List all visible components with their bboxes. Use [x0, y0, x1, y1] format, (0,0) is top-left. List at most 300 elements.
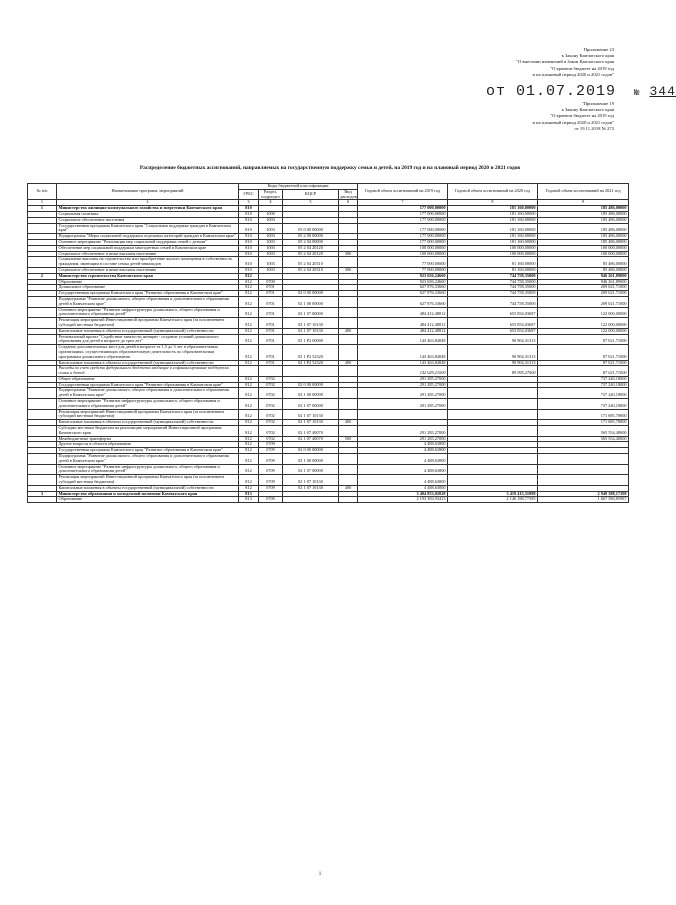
table-cell-k: 05 2 04 20120	[283, 245, 339, 251]
table-cell-b: 89 995,27000	[448, 366, 538, 377]
header-bottom	[533, 101, 614, 132]
table-cell-r: 0700	[259, 497, 283, 503]
table-cell-b	[448, 454, 538, 465]
table-row	[28, 454, 629, 465]
table-cell-v	[339, 426, 358, 437]
table-cell-a: 177 000,00000	[358, 234, 448, 240]
stamp-date: 01.07.2019	[516, 83, 617, 100]
table-cell-a: 4 488,63800	[358, 442, 448, 448]
table-cell-b	[448, 388, 538, 399]
table-cell-b: 653 854,03687	[448, 318, 538, 329]
table-cell-b: 181 160,00000	[448, 217, 538, 223]
table-cell-r: 0702	[259, 388, 283, 399]
table-cell-name: Социальное обеспечение и иные выплаты населению	[57, 267, 239, 273]
table-cell-g: 812	[239, 382, 259, 388]
table-cell-g: 812	[239, 345, 259, 360]
table-cell-b: 181 160,00000	[448, 234, 538, 240]
table-cell-r: 0701	[259, 328, 283, 334]
col-header-kcsr: КЦСР	[283, 189, 339, 200]
table-row	[28, 345, 629, 360]
table-cell-v	[339, 307, 358, 318]
table-cell-c: 87 021,71000	[538, 345, 629, 360]
table-cell-a: 177 000,00000	[358, 223, 448, 234]
table-cell-r: 0701	[259, 334, 283, 345]
table-cell-r: 0701	[259, 307, 283, 318]
table-cell-c: 87 021,71000	[538, 366, 629, 377]
table-cell-r: 0709	[259, 442, 283, 448]
table-cell-k: 02 1 07 10130	[283, 485, 339, 491]
table-cell-v: 300	[339, 267, 358, 273]
table-cell-v: 400	[339, 328, 358, 334]
table-cell-r: 0709	[259, 464, 283, 475]
table-cell-v	[339, 464, 358, 475]
header-line: "Приложение 19	[581, 101, 614, 106]
table-cell-b	[448, 475, 538, 486]
table-row	[28, 399, 629, 410]
table-cell-r: 1003	[259, 217, 283, 223]
table-cell-n	[28, 454, 57, 465]
table-cell-k: 05 2 04 00000	[283, 239, 339, 245]
table-cell-c: 1 667 580,85987	[538, 497, 629, 503]
table-cell-b: 181 160,00000	[448, 239, 538, 245]
table-cell-v: 400	[339, 420, 358, 426]
table-cell-g: 812	[239, 426, 259, 437]
table-cell-name: Общее образование	[57, 376, 239, 382]
table-cell-k: 02 1 07 40070	[283, 436, 339, 442]
table-cell-n	[28, 464, 57, 475]
table-row	[28, 475, 629, 486]
table-cell-g: 810	[239, 217, 259, 223]
table-cell-a: 177 000,00000	[358, 206, 448, 212]
table-cell-n	[28, 366, 57, 377]
table-cell-c: 122 000,00000	[538, 307, 629, 318]
table-cell-k: 02 1 00 00000	[283, 296, 339, 307]
header-line: "О внесении изменений в Закон Камчатского края	[516, 59, 614, 65]
table-cell-c: 185 486,00000	[538, 211, 629, 217]
table-cell-k: 02 1 07 40070	[283, 426, 339, 437]
table-cell-name: Основное мероприятие "Развитие инфраструктуры дошкольного, общего образования и дополнительного образования детей"	[57, 399, 239, 410]
table-cell-a: 627 876,33660	[358, 285, 448, 291]
table-cell-name: Подпрограмма "Развитие дошкольного, общего образования и дополнительного образования детей в Камчатском крае"	[57, 388, 239, 399]
document-title: Распределение бюджетных ассигнований, направляемых на государственную поддержку семьи и детей, на 2019 год и на плановый период 2020 и 2021 годов	[139, 165, 521, 171]
table-cell-a: 4 488,63800	[358, 475, 448, 486]
col-header-2019: Годовой объем ассигнований на 2019 год	[358, 184, 448, 200]
table-cell-name: Государственная программа Камчатского края "Социальная поддержка граждан в Камчатском крае"	[57, 223, 239, 234]
table-cell-a: 143 463,84848	[358, 360, 448, 366]
table-cell-a: 177 000,00000	[358, 239, 448, 245]
table-cell-n: 3	[28, 491, 57, 497]
table-cell-name: Реализация мероприятий Инвестиционной программы Камчатского края (за исключением субсидий местным бюджетам)	[57, 475, 239, 486]
table-cell-r: 0702	[259, 382, 283, 388]
table-cell-name: Капитальные вложения в объекты государственной (муниципальной) собственности	[57, 328, 239, 334]
table-cell-g: 812	[239, 291, 259, 297]
table-cell-b: 2 146 188,77395	[448, 497, 538, 503]
table-cell-v	[339, 366, 358, 377]
table-cell-b: 181 160,00000	[448, 223, 538, 234]
header-line: "О краевом бюджете на 2019 год	[550, 65, 614, 71]
table-cell-c: 122 000,00000	[538, 318, 629, 329]
header-line: "О краевом бюджете на 2019 год	[550, 113, 614, 119]
table-cell-v: 500	[339, 436, 358, 442]
table-cell-n	[28, 296, 57, 307]
table-cell-b: 100 000,00000	[448, 251, 538, 257]
table-cell-r: 1003	[259, 245, 283, 251]
table-cell-k: 05 2 04 20310	[283, 267, 339, 273]
table-cell-name: Подпрограмма "Меры социальной поддержки отдельных категорий граждан в Камчатском крае"	[57, 234, 239, 240]
table-cell-g: 812	[239, 485, 259, 491]
col-header-name: Наименование программ, мероприятий	[57, 184, 239, 200]
table-cell-g: 810	[239, 251, 259, 257]
col-header-n: № п/п	[28, 184, 57, 200]
table-cell-n	[28, 257, 57, 268]
budget-table	[27, 183, 629, 503]
table-cell-g: 812	[239, 296, 259, 307]
table-cell-a: 291 285,27000	[358, 436, 448, 442]
stamp-prefix: от	[486, 83, 507, 100]
table-cell-k: 02 1 07 10130	[283, 475, 339, 486]
table-cell-name: Капитальные вложения в объекты государственной (муниципальной) собственности	[57, 360, 239, 366]
table-cell-g: 810	[239, 267, 259, 273]
table-cell-g: 812	[239, 399, 259, 410]
table-cell-n: 1	[28, 206, 57, 212]
table-cell-c: 946 261,89000	[538, 279, 629, 285]
table-cell-g: 812	[239, 279, 259, 285]
table-row	[28, 257, 629, 268]
table-cell-b: 653 854,03687	[448, 307, 538, 318]
table-cell-g: 812	[239, 454, 259, 465]
table-cell-v	[339, 345, 358, 360]
table-cell-c: 171 685,78000	[538, 409, 629, 420]
table-cell-a: 484 412,48812	[358, 307, 448, 318]
table-cell-g: 813	[239, 491, 259, 497]
table-cell-v	[339, 296, 358, 307]
table-cell-n	[28, 307, 57, 318]
table-cell-b	[448, 399, 538, 410]
table-cell-a: 291 285,27000	[358, 399, 448, 410]
table-cell-a: 627 876,33660	[358, 296, 448, 307]
table-cell-name: Другие вопросы в области образования	[57, 442, 239, 448]
table-cell-k: 05 0 00 00000	[283, 223, 339, 234]
table-cell-name: Подпрограмма "Развитие дошкольного, общего образования и дополнительного образования детей в Камчатском крае"	[57, 296, 239, 307]
table-cell-k: 02 1 07 10130	[283, 420, 339, 426]
table-cell-name: Министерство строительства Камчатского края	[57, 273, 239, 279]
table-cell-n	[28, 409, 57, 420]
table-cell-r: 0709	[259, 475, 283, 486]
table-cell-name: Социальное обеспечение населения	[57, 217, 239, 223]
stamp-no-label: №	[634, 88, 640, 98]
table-cell-a: 2 193 383,93413	[358, 497, 448, 503]
table-cell-r: 0702	[259, 420, 283, 426]
table-cell-c: 122 000,00000	[538, 328, 629, 334]
table-cell-c: 185 486,00000	[538, 206, 629, 212]
table-cell-k: 02 1 07 00000	[283, 307, 339, 318]
table-cell-name: Государственная программа Камчатского края "Развитие образования в Камчатском крае"	[57, 382, 239, 388]
table-cell-name: Дошкольное образование	[57, 285, 239, 291]
table-cell-g: 812	[239, 318, 259, 329]
table-cell-name: Основное мероприятие "Реализация мер социальной поддержки семей с детьми"	[57, 239, 239, 245]
table-cell-r: 1003	[259, 257, 283, 268]
table-cell-g: 812	[239, 475, 259, 486]
table-cell-a: 177 000,00000	[358, 217, 448, 223]
table-cell-c: 87 021,71000	[538, 360, 629, 366]
table-row	[28, 318, 629, 329]
date-stamp	[486, 83, 676, 100]
table-cell-a: 143 463,84848	[358, 334, 448, 345]
table-cell-k: 02 0 00 00000	[283, 382, 339, 388]
table-cell-a: 4 488,63800	[358, 454, 448, 465]
table-cell-c: 87 021,71000	[538, 334, 629, 345]
table-cell-c: 946 261,89000	[538, 273, 629, 279]
table-cell-c: 737 240,18000	[538, 399, 629, 410]
table-cell-c: 737 240,18000	[538, 382, 629, 388]
table-cell-v	[339, 388, 358, 399]
table-cell-k: 02 1 07 00000	[283, 464, 339, 475]
table-cell-v: 400	[339, 360, 358, 366]
table-cell-c: 85 486,00000	[538, 267, 629, 273]
table-cell-a: 143 463,84848	[358, 345, 448, 360]
table-row	[28, 497, 629, 503]
table-cell-g: 812	[239, 464, 259, 475]
table-cell-r: 0702	[259, 426, 283, 437]
table-cell-r: 1003	[259, 251, 283, 257]
table-cell-a: 484 412,48812	[358, 318, 448, 329]
table-cell-a: 291 285,27000	[358, 426, 448, 437]
table-cell-k: 02 1 07 10130	[283, 328, 339, 334]
header-line: к Закону Камчатского края	[561, 53, 614, 59]
table-cell-g: 810	[239, 239, 259, 245]
col-header-2020: Годовой объем ассигнований на 2020 год	[448, 184, 538, 200]
table-cell-g: 810	[239, 245, 259, 251]
table-cell-c: 209 021,71000	[538, 285, 629, 291]
col-header-codes: Коды бюджетной классификации	[239, 184, 358, 190]
table-cell-v	[339, 475, 358, 486]
table-row	[28, 426, 629, 437]
table-cell-k	[283, 366, 339, 377]
table-row	[28, 296, 629, 307]
table-cell-b: 744 758,35000	[448, 296, 538, 307]
table-cell-name: Субсидии местным бюджетам на реализацию мероприятий Инвестиционной программы Камчатского края	[57, 426, 239, 437]
table-cell-a: 142 029,21000	[358, 366, 448, 377]
table-cell-r: 0702	[259, 399, 283, 410]
table-cell-k	[283, 497, 339, 503]
table-cell-c	[538, 475, 629, 486]
table-cell-b: 81 160,00000	[448, 267, 538, 273]
table-cell-k: 02 1 P2 52320	[283, 345, 339, 360]
table-cell-k: 05 2 04 20310	[283, 257, 339, 268]
table-cell-c: 85 486,00000	[538, 257, 629, 268]
col-number: 1	[28, 200, 57, 206]
table-cell-k: 02 1 00 00000	[283, 388, 339, 399]
table-cell-n	[28, 426, 57, 437]
table-cell-b: 3 419 415,31098	[448, 491, 538, 497]
table-cell-g: 812	[239, 388, 259, 399]
page-number: 1	[318, 872, 322, 877]
table-cell-g	[239, 366, 259, 377]
table-cell-g: 812	[239, 273, 259, 279]
table-cell-n	[28, 388, 57, 399]
table-cell-name: Основное мероприятие "Развитие инфраструктуры дошкольного, общего образования и дополнительного образования детей"	[57, 464, 239, 475]
table-row	[28, 223, 629, 234]
table-cell-name: Межбюджетные трансферты	[57, 436, 239, 442]
header-top	[516, 47, 614, 78]
table-cell-c: 737 240,18000	[538, 376, 629, 382]
table-cell-g: 810	[239, 211, 259, 217]
table-cell-c: 100 000,00000	[538, 245, 629, 251]
col-number: 4	[259, 200, 283, 206]
table-cell-g: 812	[239, 442, 259, 448]
table-cell-r: 0701	[259, 285, 283, 291]
table-cell-g: 812	[239, 409, 259, 420]
table-cell-r: 0709	[259, 485, 283, 491]
table-cell-b: 181 160,00000	[448, 206, 538, 212]
table-cell-v	[339, 318, 358, 329]
table-cell-b: 744 758,35000	[448, 285, 538, 291]
table-cell-a: 4 488,63800	[358, 464, 448, 475]
table-row	[28, 334, 629, 345]
table-cell-a: 484 412,48812	[358, 328, 448, 334]
table-cell-r: 0709	[259, 454, 283, 465]
table-cell-r: 0702	[259, 436, 283, 442]
table-cell-c	[538, 454, 629, 465]
table-cell-v	[339, 223, 358, 234]
table-cell-r: 0701	[259, 291, 283, 297]
table-cell-v: 400	[339, 485, 358, 491]
col-header-grbs: ГРБС	[239, 189, 259, 200]
table-row	[28, 307, 629, 318]
table-cell-r: 1003	[259, 267, 283, 273]
col-header-razdel: Раздел, подраздел	[259, 189, 283, 200]
table-cell-n	[28, 497, 57, 503]
table-cell-c: 209 021,71000	[538, 296, 629, 307]
col-header-2021: Годовой объем ассигнований на 2021 год	[538, 184, 629, 200]
table-cell-a	[358, 409, 448, 420]
table-cell-b: 90 904,31313	[448, 345, 538, 360]
table-cell-a: 291 285,27000	[358, 382, 448, 388]
table-row	[28, 366, 629, 377]
table-cell-g: 812	[239, 376, 259, 382]
table-cell-c: 185 486,00000	[538, 234, 629, 240]
table-cell-b: 744 758,35000	[448, 279, 538, 285]
table-cell-n	[28, 475, 57, 486]
table-cell-c: 2 949 388,17398	[538, 491, 629, 497]
table-cell-c: 737 240,18000	[538, 388, 629, 399]
col-number: 7	[358, 200, 448, 206]
table-cell-r: 0700	[259, 279, 283, 285]
table-cell-b: 653 854,03687	[448, 328, 538, 334]
header-line: к Закону Камчатского края	[561, 107, 614, 113]
table-cell-g: 810	[239, 234, 259, 240]
table-cell-b	[448, 409, 538, 420]
table-cell-a: 923 656,24660	[358, 273, 448, 279]
table-cell-r: 1000	[259, 211, 283, 217]
table-cell-n: 2	[28, 273, 57, 279]
table-cell-r: 0702	[259, 376, 283, 382]
table-cell-a: 100 000,00000	[358, 251, 448, 257]
table-cell-g: 810	[239, 257, 259, 268]
table-cell-n	[28, 334, 57, 345]
table-cell-name: Социальные выплаты на строительство или приобретение жилого помещения в собственность гражданам, имеющим в составе семьи детей-инвалидов	[57, 257, 239, 268]
table-cell-g: 812	[239, 328, 259, 334]
table-cell-a: 77 000,00000	[358, 267, 448, 273]
table-cell-a: 291 285,27000	[358, 376, 448, 382]
table-cell-a: 3 404 853,02028	[358, 491, 448, 497]
table-cell-name: Капитальные вложения в объекты государственной (муниципальной) собственности	[57, 485, 239, 491]
table-cell-v	[339, 399, 358, 410]
table-cell-n	[28, 345, 57, 360]
table-cell-c: 171 685,78000	[538, 420, 629, 426]
table-cell-name: Расходы за счет средств федерального бюджета входящие в софинансирование поддержки семьи и детей	[57, 366, 239, 377]
table-cell-c: 100 000,00000	[538, 251, 629, 257]
table-cell-name: Подпрограмма "Развитие дошкольного, общего образования и дополнительного образования детей в Камчатском крае"	[57, 454, 239, 465]
table-cell-a: 100 000,00000	[358, 245, 448, 251]
table-cell-r: 0702	[259, 409, 283, 420]
col-number: 2	[57, 200, 239, 206]
table-cell-r: 1003	[259, 234, 283, 240]
table-cell-k: 05 2 04 20120	[283, 251, 339, 257]
header-line: от 19.11.2018 № 272	[574, 125, 614, 131]
table-cell-a: 291 285,27000	[358, 388, 448, 399]
table-cell-c: 565 554,40000	[538, 436, 629, 442]
table-cell-c: 185 486,00000	[538, 239, 629, 245]
table-cell-b: 81 160,00000	[448, 257, 538, 268]
table-cell-v	[339, 454, 358, 465]
col-number: 5	[283, 200, 339, 206]
table-cell-g: 812	[239, 436, 259, 442]
table-cell-r: 1003	[259, 239, 283, 245]
table-cell-b	[448, 464, 538, 475]
table-cell-r: 0709	[259, 448, 283, 454]
table-cell-r: 0701	[259, 345, 283, 360]
table-cell-name: Социальная политика	[57, 211, 239, 217]
table-cell-b: 90 904,31313	[448, 360, 538, 366]
table-cell-k: 02 1 07 00000	[283, 399, 339, 410]
table-cell-k: 02 1 P2 00000	[283, 334, 339, 345]
table-cell-v	[339, 497, 358, 503]
table-cell-a: 177 000,00000	[358, 211, 448, 217]
table-cell-name: Основное мероприятие "Развитие инфраструктуры дошкольного, общего образования и дополнительного образования детей"	[57, 307, 239, 318]
table-cell-name: Образование	[57, 497, 239, 503]
table-cell-r: 0701	[259, 360, 283, 366]
table-cell-r	[259, 366, 283, 377]
table-cell-g: 812	[239, 334, 259, 345]
header-line: и на плановый период 2020 и 2021 годов"	[532, 119, 614, 125]
table-cell-a: 627 876,33660	[358, 291, 448, 297]
table-cell-k: 02 1 P2 52320	[283, 360, 339, 366]
table-row	[28, 388, 629, 399]
table-cell-a: 923 656,24660	[358, 279, 448, 285]
table-cell-name: Реализация мероприятий Инвестиционной программы Камчатского края (за исключением субсидий местным бюджетам)	[57, 318, 239, 329]
table-cell-k: 02 0 00 00000	[283, 448, 339, 454]
table-cell-r: 0701	[259, 318, 283, 329]
table-cell-name: Государственная программа Камчатского края "Развитие образования в Камчатском крае"	[57, 448, 239, 454]
table-cell-g: 810	[239, 206, 259, 212]
table-cell-name: Министерство образования и молодежной политики Камчатского края	[57, 491, 239, 497]
table-cell-v	[339, 257, 358, 268]
table-cell-c: 185 486,00000	[538, 217, 629, 223]
table-cell-a: 4 488,63800	[358, 448, 448, 454]
table-cell-b: 181 160,00000	[448, 211, 538, 217]
table-cell-name: Министерство жилищно-коммунального хозяйства и энергетики Камчатского края	[57, 206, 239, 212]
table-cell-b: 744 758,35000	[448, 291, 538, 297]
table-cell-b: 90 904,31313	[448, 334, 538, 345]
table-cell-k: 02 0 00 00000	[283, 291, 339, 297]
table-cell-c	[538, 464, 629, 475]
table-cell-k: 05 2 00 00000	[283, 234, 339, 240]
table-cell-name: Обеспечение мер социальной поддержки многодетных семей в Камчатском крае	[57, 245, 239, 251]
table-cell-v	[339, 409, 358, 420]
table-cell-v	[339, 334, 358, 345]
table-cell-b: 100 000,00000	[448, 245, 538, 251]
